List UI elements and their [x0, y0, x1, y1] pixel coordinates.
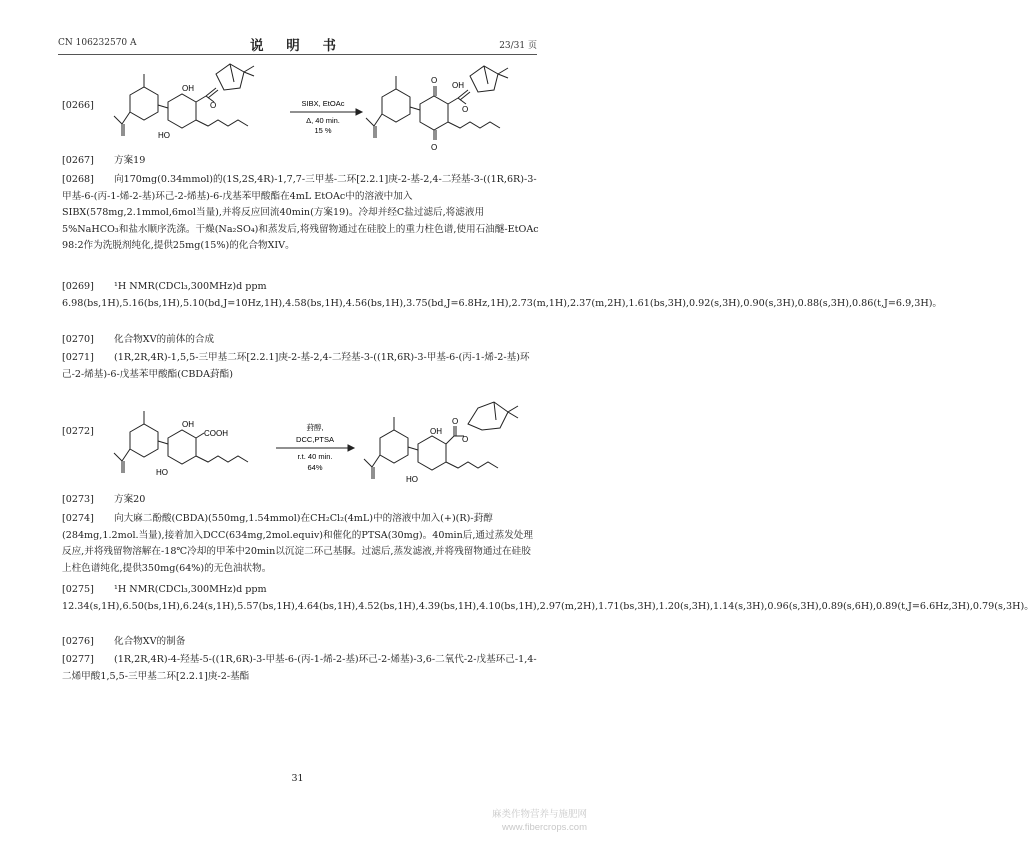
paragraph-text: 化合物XV的前体的合成: [114, 334, 215, 345]
paragraph-text: ¹H NMR(CDCl₃,300MHz)d ppm 12.34(s,1H),6.50(bs,1H),6.24(s,1H),5.57(bs,1H),4.64(bs,1H),4.52(bs,1H),4.39(bs,1H),4.10(bs,1H),2.97(m,2H),1.71(bs,3H),1.20(s,3H),1.14(s,3H),0.96(s,3H),0.89(s,6H),0.89(t,J=6.6Hz,3H),0.79(s,3H)。: [62, 584, 1034, 612]
aromatic-ring-cbda: [168, 430, 196, 464]
paragraph-text: ¹H NMR(CDCl₃,300MHz)d ppm 6.98(bs,1H),5.16(bs,1H),5.10(bd,J=10Hz,1H),4.58(bs,1H),4.56(bs,1H),3.75(bd,J=6.8Hz,1H),2.73(m,1H),2.37(m,2H),1.61(bs,3H),0.92(s,3H),0.90(s,3H),0.88(s,3H),0.86(t,J=6.9,3H)。: [62, 281, 943, 309]
paragraph-text: 方案19: [114, 155, 146, 166]
paragraph-tag: [0267]: [62, 155, 94, 166]
paragraph-text: 方案20: [114, 494, 146, 505]
paragraph-0270: [62, 332, 540, 349]
scheme19-reagent: SIBX, EtOAc: [301, 99, 345, 108]
paragraph-tag-0272: [0272]: [62, 426, 94, 437]
paragraph-tag: [0274]: [62, 513, 94, 524]
scheme20-conditions: r.t. 40 min.: [297, 452, 333, 461]
cyclohexene-ring-right: [382, 89, 410, 122]
paragraph-0267: [62, 153, 540, 170]
fenchyl-group: [468, 402, 508, 430]
oh-label-cbda: OH: [182, 420, 194, 429]
paragraph-tag: [0270]: [62, 334, 94, 345]
oh-label-right: OH: [452, 81, 464, 90]
aromatic-ring-left: [168, 94, 196, 128]
scheme19-reaction-figure: [100, 60, 540, 160]
aromatic-ring-product: [418, 436, 446, 470]
scheme20-reaction-figure: [100, 392, 540, 500]
scheme20-reagent: DCC,PTSA: [296, 435, 334, 444]
paragraph-tag: [0275]: [62, 584, 94, 595]
paragraph-tag: [0273]: [62, 494, 94, 505]
paragraph-tag: [0271]: [62, 352, 94, 363]
paragraph-tag: [0276]: [62, 636, 94, 647]
paragraph-text: 化合物XV的制备: [114, 636, 186, 647]
paragraph-tag-0266: [0266]: [62, 100, 94, 111]
paragraph-text: 向大麻二酚酸(CBDA)(550mg,1.54mmol)在CH₂Cl₂(4mL)中的溶液中加入(+)(R)-葑醇(284mg,1.2mol.当量),接着加入DCC(634mg,2mol.equiv)和催化的PTSA(30mg)。40min后,通过蒸发处理反应,并将残留物溶解在-18℃冷却的甲苯中20min以沉淀二环己基脲。过滤后,蒸发滤液,并将残留物通过在硅胶上柱色谱纯化,提供350mg(64%)的无色油状物。: [62, 513, 533, 574]
cooh-label: COOH: [204, 429, 228, 438]
paragraph-0277: [62, 652, 540, 685]
o-label-ester: O: [462, 435, 469, 444]
paragraph-0268: [62, 172, 540, 255]
oh-label-left: OH: [182, 84, 194, 93]
watermark-line1: 麻类作物营养与施肥网: [491, 809, 587, 820]
paragraph-tag: [0269]: [62, 281, 94, 292]
page-ratio: 23/31 页: [499, 41, 537, 51]
o-label-quinone-top: O: [431, 76, 438, 85]
paragraph-0271: [62, 350, 540, 383]
quinone-ring-right: [420, 96, 448, 130]
oh-label-product: OH: [430, 427, 442, 436]
paragraph-text: (1R,2R,4R)-1,5,5-三甲基二环[2.2.1]庚-2-基-2,4-二羟基-3-((1R,6R)-3-甲基-6-(丙-1-烯-2-基)环己-2-烯基)-6-戊基苯甲酸酯(CBDA葑酯): [62, 352, 530, 380]
bornyl-group-right: [470, 66, 498, 92]
paragraph-0269: [62, 279, 943, 312]
patent-number: CN 106232570 A: [58, 38, 137, 48]
paragraph-text: 向170mg(0.34mmol)的(1S,2S,4R)-1,7,7-三甲基-二环[2.2.1]庚-2-基-2,4-二羟基-3-((1R,6R)-3-甲基-6-(丙-1-烯-2-基)环己-2-烯基)-6-戊基苯甲酸酯在4mL EtOAc中的溶液中加入SIBX(578mg,2.1mmol,6mol当量),并将反应回流40min(方案19)。冷却并经C盐过滤后,将滤液用5%NaHCO₃和盐水顺序洗涤。干燥(Na₂SO₄)和蒸发后,将残留物通过在硅胶上的重力柱色谱,使用石油醚-EtOAc 98:2作为洗脱剂纯化,提供25mg(15%)的化合物XIV。: [62, 174, 539, 252]
ho-label-left: HO: [158, 131, 170, 140]
scheme20-reagent-top: 葑醇,: [306, 423, 324, 432]
o-label-right: O: [462, 105, 469, 114]
cyclohexene-ring-product: [380, 430, 408, 463]
paragraph-0275: [62, 582, 1034, 615]
ho-label-product: HO: [406, 475, 418, 484]
paragraph-tag: [0277]: [62, 654, 94, 665]
o-label-left: O: [210, 101, 217, 110]
document-title: 说 明 书: [250, 38, 345, 54]
scheme19-yield: 15 %: [314, 126, 332, 135]
paragraph-tag: [0268]: [62, 174, 94, 185]
paragraph-text: (1R,2R,4R)-4-羟基-5-((1R,6R)-3-甲基-6-(丙-1-烯-2-基)环己-2-烯基)-3,6-二氧代-2-戊基环己-1,4-二烯甲酸1,5,5-三甲基二环[2.2.1]庚-2-基酯: [62, 654, 537, 682]
ho-label-cbda: HO: [156, 468, 168, 477]
o-label-quinone-bottom: O: [431, 143, 438, 152]
paragraph-0273: [62, 492, 540, 509]
watermark-line2: www.fibercrops.com: [502, 822, 587, 833]
bornyl-group-left: [216, 64, 244, 90]
cyclohexene-ring-left: [130, 87, 158, 120]
scheme19-conditions: Δ, 40 min.: [306, 116, 340, 125]
paragraph-0274: [62, 511, 540, 577]
cyclohexene-ring-cbda: [130, 424, 158, 457]
watermark: [492, 808, 587, 834]
scheme20-yield: 64%: [307, 463, 323, 472]
page-number: 31: [291, 773, 304, 784]
paragraph-0276: [62, 634, 540, 651]
o-label-carbonyl: O: [452, 417, 459, 426]
header-rule: [58, 54, 537, 55]
